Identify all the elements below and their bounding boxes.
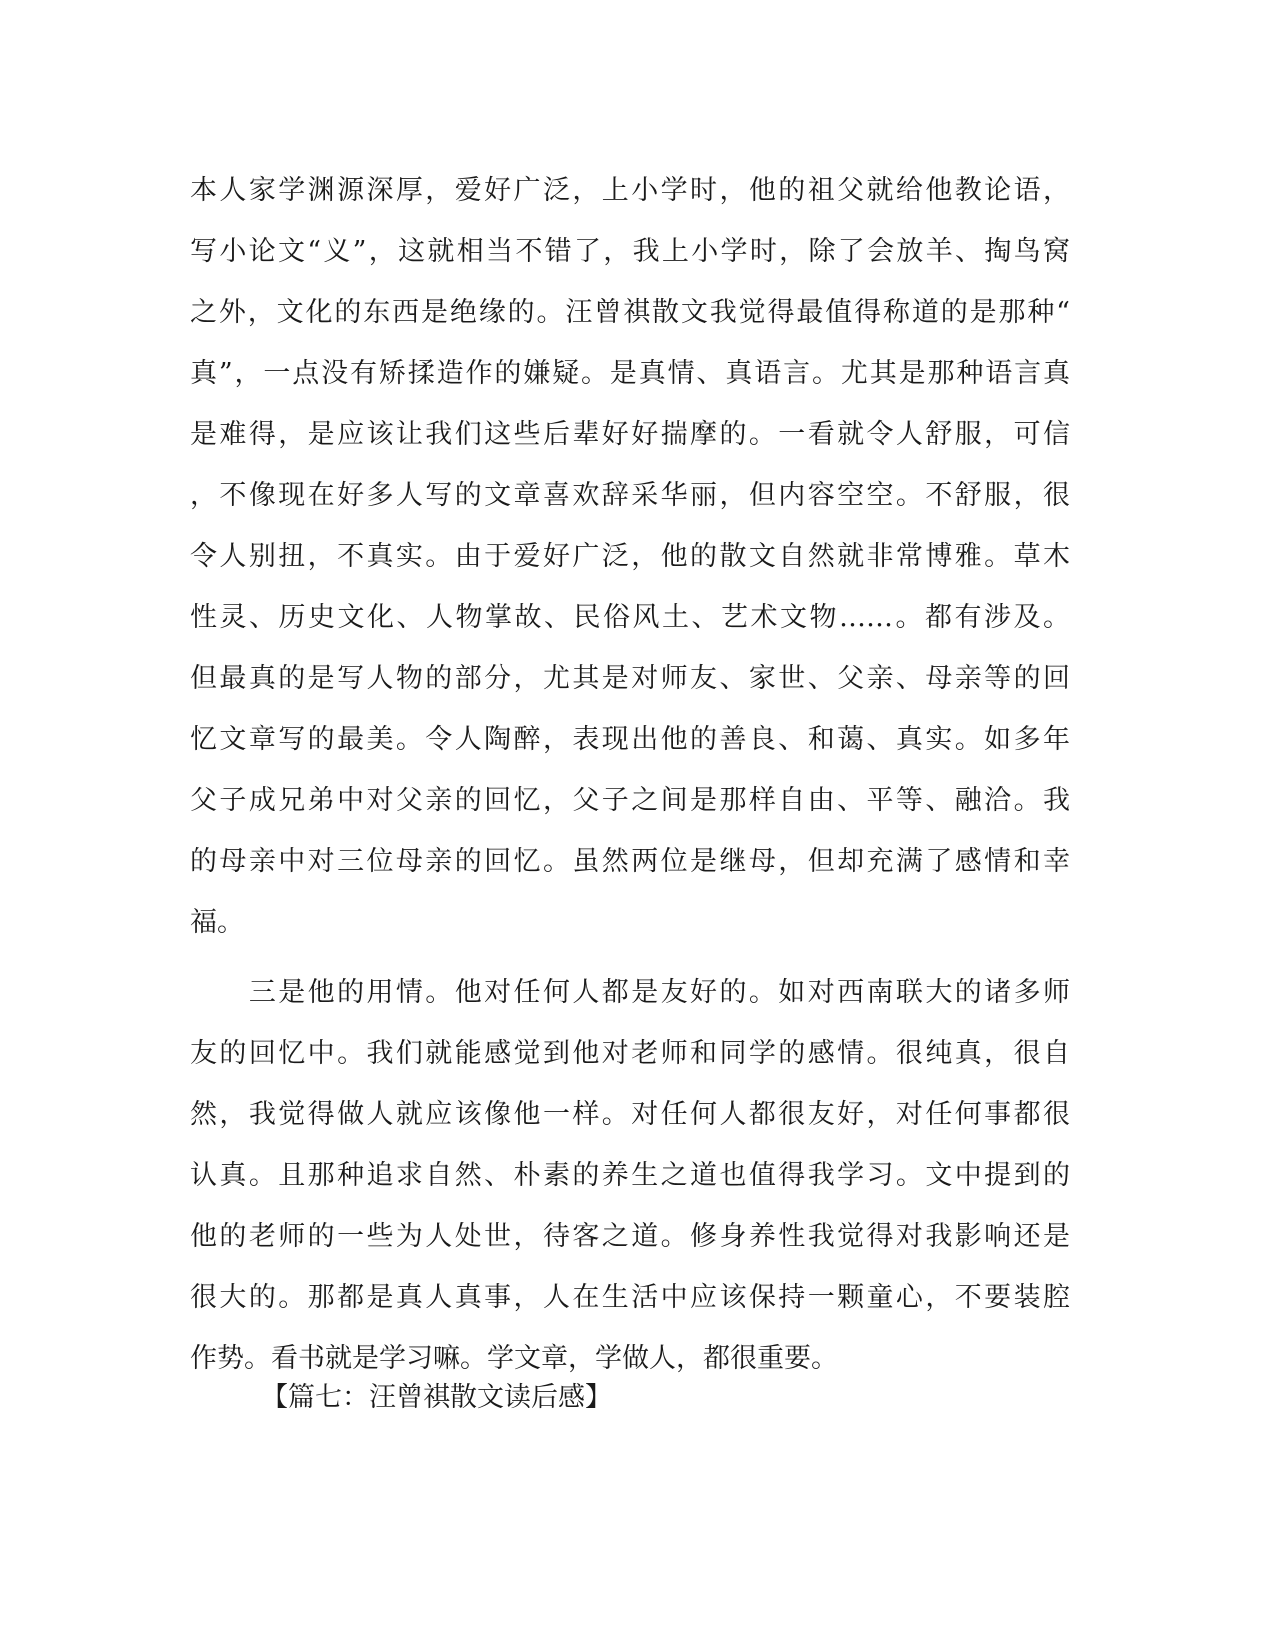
paragraph-1 [190, 160, 1070, 953]
paragraph-line: 写小论文“义”，这就相当不错了，我上小学时，除了会放羊、掏鸟窝 [190, 236, 1070, 267]
paragraph-line: 友的回忆中。我们就能感觉到他对老师和同学的感情。很纯真，很自 [190, 1038, 1070, 1069]
paragraph-line: 真”，一点没有矫揉造作的嫌疑。是真情、真语言。尤其是那种语言真 [190, 358, 1070, 389]
paragraph-line: 认真。且那种追求自然、朴素的养生之道也值得我学习。文中提到的 [190, 1160, 1070, 1191]
paragraph-line: 很大的。那都是真人真事，人在生活中应该保持一颗童心，不要装腔 [190, 1282, 1070, 1313]
paragraph-line: 令人别扭，不真实。由于爱好广泛，他的散文自然就非常博雅。草木 [190, 541, 1070, 572]
paragraph-line: 是难得，是应该让我们这些后辈好好揣摩的。一看就令人舒服，可信 [190, 419, 1070, 450]
paragraph-line: 三是他的用情。他对任何人都是友好的。如对西南联大的诸多师 [190, 977, 1070, 1008]
paragraph-2 [190, 962, 1070, 1389]
paragraph-line: 本人家学渊源深厚，爱好广泛，上小学时，他的祖父就给他教论语， [190, 175, 1070, 206]
paragraph-line: 父子成兄弟中对父亲的回忆，父子之间是那样自由、平等、融洽。我 [190, 785, 1070, 816]
paragraph-line: 性灵、历史文化、人物掌故、民俗风土、艺术文物……。都有涉及。 [190, 602, 1070, 633]
paragraph-line: 之外，文化的东西是绝缘的。汪曾祺散文我觉得最值得称道的是那种“ [190, 297, 1070, 328]
paragraph-line: 福。 [190, 907, 244, 938]
section-heading: 【篇七：汪曾祺散文读后感】 [261, 1382, 612, 1413]
paragraph-line: 作势。看书就是学习嘛。学文章，学做人，都很重要。 [190, 1343, 838, 1374]
paragraph-line: 然，我觉得做人就应该像他一样。对任何人都很友好，对任何事都很 [190, 1099, 1070, 1130]
paragraph-line: 的母亲中对三位母亲的回忆。虽然两位是继母，但却充满了感情和幸 [190, 846, 1070, 877]
paragraph-line: ，不像现在好多人写的文章喜欢辞采华丽，但内容空空。不舒服，很 [190, 480, 1070, 511]
paragraph-line: 忆文章写的最美。令人陶醉，表现出他的善良、和蔼、真实。如多年 [190, 724, 1070, 755]
paragraph-line: 但最真的是写人物的部分，尤其是对师友、家世、父亲、母亲等的回 [190, 663, 1070, 694]
paragraph-line: 他的老师的一些为人处世，待客之道。修身养性我觉得对我影响还是 [190, 1221, 1070, 1252]
